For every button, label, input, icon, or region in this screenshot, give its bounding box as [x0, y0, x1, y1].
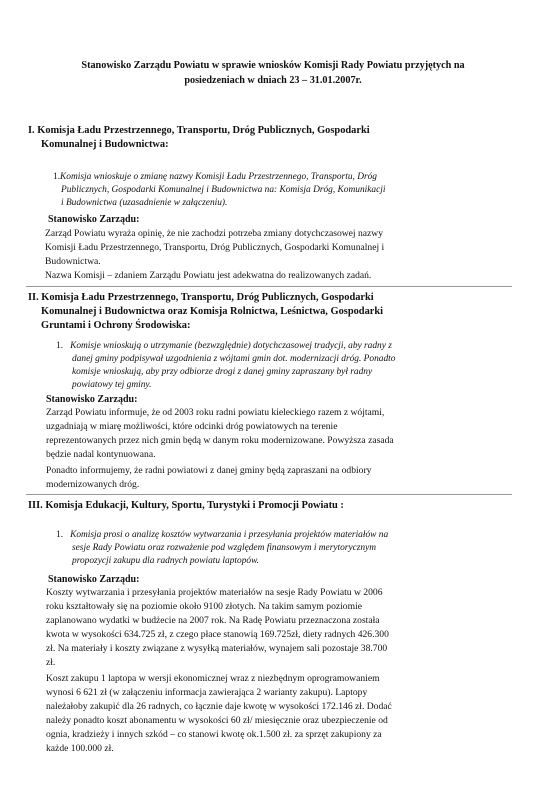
section-2-stance-text: [46, 406, 394, 492]
section-2-proposal-line-1: Komisje wnioskują o utrzymanie (bezwzględnie) dotychczasowej tradycji, aby radny z: [70, 341, 392, 351]
section-3-stance-line: roku kształtowały się na poziomie około 9100 złotych. Na takim samym poziomie: [46, 601, 362, 612]
section-3-heading: [28, 499, 344, 513]
section-3-stance-line: zaplanowano wydatki w budżecie na 2007 rok. Na Radę Powiatu przeznaczona została: [46, 615, 380, 626]
section-2-proposal-line-4: powiatowy tej gminy.: [72, 380, 152, 390]
section-divider: [26, 494, 512, 495]
section-3-stance-line: kwota w wysokości 634.725 zł, z czego płace stanowią 169.725zł, diety radnych 426.300: [46, 629, 389, 640]
section-1-proposal-line-1: Komisja wnioskuje o zmianę nazwy Komisji Ładu Przestrzennego, Transportu, Dróg: [60, 172, 377, 182]
section-3-stance-line: zł.: [46, 657, 56, 668]
section-3-stance-label: Stanowisko Zarządu:: [48, 574, 140, 585]
section-2-heading-line-2: Komunalnej i Budownictwa oraz Komisja Rolnictwa, Leśnictwa, Gospodarki: [41, 306, 384, 317]
section-3-stance-line: ognia, kradzieży i innych szkód – co stanowi kwotę ok.1.500 zł. za sprzęt zakupiony za: [46, 729, 382, 740]
section-divider: [26, 286, 512, 287]
title-line-1: Stanowisko Zarządu Powiatu w sprawie wniosków Komisji Rady Powiatu przyjętych na: [81, 60, 465, 71]
section-3-proposal: [56, 529, 514, 568]
section-2-proposal: [56, 340, 514, 392]
section-3-proposal-line-2: sesje Rady Powiatu oraz rozważenie pod względem finansowym i merytorycznym: [72, 543, 377, 553]
section-1-heading: [28, 124, 370, 152]
section-3-stance-line: zł. Na materiały i koszty związane z wysyłką materiałów, wynajem sali pozostaje 38.700: [46, 643, 388, 654]
section-1-stance-line: Nazwa Komisji – zdaniem Zarządu Powiatu jest adekwatna do realizowanych zadań.: [45, 270, 372, 281]
section-2-stance-line: będzie nadal kontynuowana.: [46, 449, 156, 460]
section-1-heading-line-2: Komunalnej i Budownictwa:: [41, 139, 169, 150]
section-2-stance-line: uzgadniają w miarę możliwości, które odcinki dróg powiatowych na terenie: [46, 421, 338, 432]
section-3-stance-line: należy ponadto koszt abonamentu w wysokości 60 zł/ miesięcznie oraz ubezpieczenie od: [46, 715, 388, 726]
title-line-2: posiedzeniach w dniach 23 – 31.01.2007r.: [184, 75, 362, 86]
section-3-stance-text: [46, 586, 389, 670]
section-3-proposal-line-3: propozycji zakupu dla radnych powiatu laptopów.: [72, 556, 259, 566]
section-3-proposal-line-1: Komisja prosi o analizę kosztów wytwarzania i przesyłania projektów materiałów na: [70, 530, 389, 540]
section-2-stance-line: Ponadto informujemy, że radni powiatowi z danej gminy będą zapraszani na odbiory: [46, 465, 372, 476]
section-3-stance-line: Koszty wytwarzania i przesyłania projektów materiałów na sesje Rady Powiatu w 2006: [46, 587, 383, 598]
section-1-stance-line: Zarząd Powiatu wyraża opinię, że nie zachodzi potrzeba zmiany dotychczasowej nazwy: [45, 228, 384, 239]
section-1-proposal: [53, 171, 511, 210]
section-2-proposal-number: 1.: [56, 341, 64, 351]
document-title: [30, 58, 516, 88]
section-1-proposal-number: 1.: [53, 172, 61, 182]
section-3-heading-line-1: III. Komisja Edukacji, Kultury, Sportu, Turystyki i Promocji Powiatu :: [28, 500, 344, 511]
section-2-proposal-line-2: danej gminy podpisywał uzgodnienia z wójtami gmin dot. modernizacji dróg. Ponadto: [72, 354, 396, 364]
section-1-stance-line: Budownictwa.: [45, 256, 101, 267]
section-2-stance-label: Stanowisko Zarządu:: [46, 394, 138, 405]
section-3-stance-text-2: [46, 672, 392, 756]
section-1-stance-line: Komisji Ładu Przestrzennego, Transportu, Dróg Publicznych, Gospodarki Komunalnej i: [45, 242, 385, 253]
section-2-proposal-line-3: komisje wnioskują, aby przy odbiorze drogi z danej gminy zapraszany był radny: [72, 367, 373, 377]
section-1-stance-label: Stanowisko Zarządu:: [48, 214, 140, 225]
section-2-heading-line-1: II. Komisja Ładu Przestrzennego, Transportu, Dróg Publicznych, Gospodarki: [28, 292, 374, 303]
section-2-stance-line: Zarząd Powiatu informuje, że od 2003 roku radni powiatu kieleckiego razem z wójtami,: [46, 407, 385, 418]
section-1-heading-line-1: I. Komisja Ładu Przestrzennego, Transportu, Dróg Publicznych, Gospodarki: [28, 125, 370, 136]
section-2-heading: [28, 291, 383, 333]
section-1-proposal-line-2: Publicznych, Gospodarki Komunalnej i Budownictwa na: Komisja Dróg, Komunikacji: [61, 185, 386, 195]
section-3-stance-line: wynosi 6 621 zł (w załączeniu informacja zawierająca 2 warianty zakupu). Laptopy: [46, 687, 368, 698]
section-3-proposal-number: 1.: [56, 530, 64, 540]
section-3-stance-line: należałoby zakupić dla 26 radnych, co łącznie daje kwotę w wysokości 172.146 zł. Dodać: [46, 701, 392, 712]
section-2-heading-line-3: Gruntami i Ochrony Środowiska:: [41, 320, 191, 331]
section-3-stance-line: każde 100.000 zł.: [46, 743, 114, 754]
section-2-stance-line: reprezentowanych przez nich gmin będą w danym roku modernizowane. Powyższa zasada: [46, 435, 394, 446]
section-3-stance-line: Koszt zakupu 1 laptopa w wersji ekonomicznej wraz z niezbędnym oprogramowaniem: [46, 673, 380, 684]
section-1-proposal-line-3: i Budownictwa (uzasadnienie w załączeniu).: [61, 198, 228, 208]
section-2-stance-line: modernizowanych dróg.: [46, 479, 140, 490]
section-1-stance-text: [45, 227, 384, 283]
